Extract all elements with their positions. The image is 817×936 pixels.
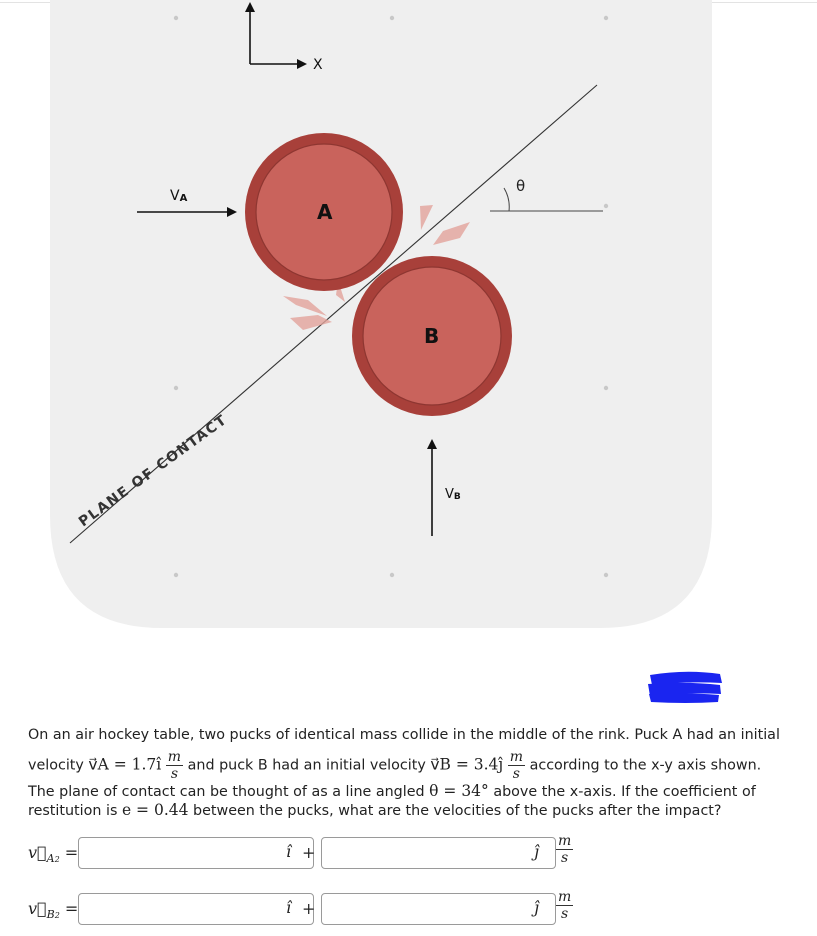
problem-line-1: On an air hockey table, two pucks of identical mass collide in the middle of the rink. Puck A had an initial [28,727,780,743]
velocity-b-label: VB [445,487,461,502]
restitution-coefficient: e = 0.44 [121,801,189,819]
problem-text: between the pucks, what are the velocities of the pucks after the impact? [188,803,722,819]
answer-row-puck-b [28,889,588,929]
plane-of-contact-label: PLANE OF CONTACT [75,411,231,531]
j-hat-unit: ĵ [534,898,539,917]
vB2-j-component-input[interactable] [321,893,556,925]
problem-line-2 [28,750,761,781]
contact-angle: θ = 34° [429,782,489,800]
x-axis-label: X [313,57,323,73]
problem-text: above the x-axis. If the coefficient of [488,784,756,800]
unit-fraction: $\frac{m}{s}$ [167,749,182,782]
unit-fraction: $\frac{m}{s}$ [509,749,524,782]
vB2-i-component-input[interactable] [78,893,314,925]
answer-label-a: $v⃗_{A2}$ = [28,843,79,865]
puck-b-label: B [424,324,440,348]
vA2-j-component-input[interactable] [321,837,556,869]
problem-text: restitution is [28,803,122,819]
plus-sign: + [302,899,316,918]
answer-label-b: $v⃗_{B2}$ = [28,899,79,921]
i-hat-unit: î [286,842,292,861]
problem-line-4 [28,803,722,819]
problem-text: The plane of contact can be thought of as a line angled [28,784,430,800]
answer-row-puck-a [28,833,588,873]
velocity-a-label: VA [170,188,188,204]
problem-line-3 [28,784,756,800]
initial-velocity-a: v⃗A = 1.7î [88,755,162,774]
j-hat-unit: ĵ [534,842,539,861]
theta-label: θ [516,177,526,195]
plus-sign: + [302,843,316,862]
velocity-unit: $\frac{m}{s}$ [558,833,572,866]
problem-text: velocity [28,757,89,774]
redaction-mark [646,669,724,704]
i-hat-unit: î [286,898,292,917]
puck-a-label: A [317,200,333,224]
vA2-i-component-input[interactable] [78,837,314,869]
initial-velocity-b: v⃗B = 3.4ĵ [430,755,504,774]
problem-text: and puck B had an initial velocity [183,757,431,774]
problem-text: according to the x-y axis shown. [525,757,762,774]
velocity-unit: $\frac{m}{s}$ [558,889,572,922]
